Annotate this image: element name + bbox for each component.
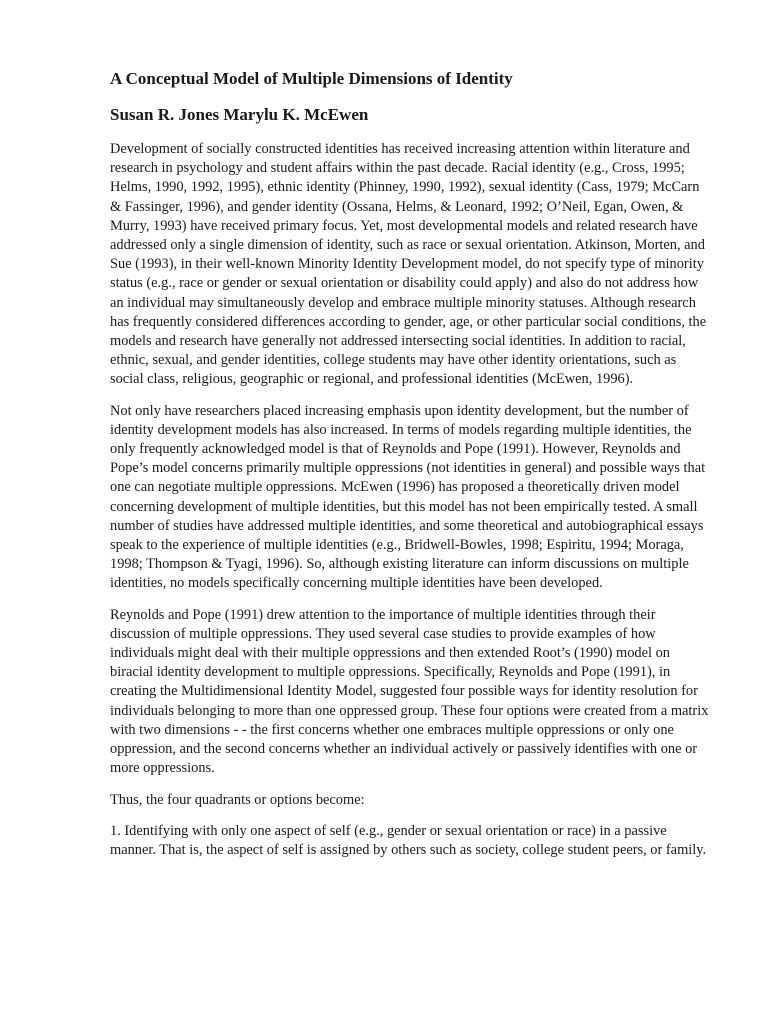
paragraph-option-1: 1. Identifying with only one aspect of self (e.g., gender or sexual orientation or race) in a passive manner. That is, the aspect of self is assigned by others such as society, college student peers, or family. [110,822,707,858]
paragraph-intro: Development of socially constructed identities has received increasing attention within literature and research in psychology and student affairs within the past decade. Racial identity (e.g., Cross, 1995; Helms, 1990, 1992, 1995), ethnic identity (Phinney, 1990, 1992), sexual identity (Cass, 1979; McCarn & Fassinger, 1996), and gender identity (Ossana, Helms, & Leonard, 1992; O’Neil, Egan, Owen, & Murry, 1993) have received primary focus. Yet, most developmental models and related research have addressed only a single dimension of identity, such as race or sexual orientation. Atkinson, Morten, and Sue (1993), in their well-known Minority Identity Development model, do not specify type of minority status (e.g., race or gender or sexual orientation or disability could apply) and also do not address how an individual may simultaneously develop and embrace multiple minority statuses. Although research has frequently considered differences according to gender, age, or other particular social conditions, the models and research have generally not addressed intersecting social identities. In addition to racial, ethnic, sexual, and gender identities, college students may have other identity orientations, such as social class, religious, geographic or regional, and professional identities (McEwen, 1996). [110,141,707,388]
document-authors: Susan R. Jones Marylu K. McEwen [110,105,369,124]
document-title: A Conceptual Model of Multiple Dimensions of Identity [110,69,513,88]
paragraph-quadrants-intro: Thus, the four quadrants or options become: [110,791,365,808]
paragraph-reynolds-pope: Reynolds and Pope (1991) drew attention to the importance of multiple identities through their discussion of multiple oppressions. They used several case studies to provide examples of how individuals might deal with their multiple oppressions and then extended Root’s (1990) model on biracial identity development to multiple oppressions. Specifically, Reynolds and Pope (1991), in creating the Multidimensional Identity Model, suggested four possible ways for identity resolution for individuals belonging to more than one oppressed group. These four options were created from a matrix with two dimensions - - the first concerns whether one embraces multiple oppressions or only one oppression, and the second concerns whether an individual actively or passively identifies with one or more oppressions. [110,606,709,777]
document-page [110,68,710,872]
paragraph-researchers: Not only have researchers placed increasing emphasis upon identity development, but the number of identity development models has also increased. In terms of models regarding multiple identities, the only frequently acknowledged model is that of Reynolds and Pope (1991). However, Reynolds and Pope’s model concerns primarily multiple oppressions (not identities in general) and possible ways that one can negotiate multiple oppressions. McEwen (1996) has proposed a theoretically driven model concerning development of multiple identities, but this model has not been empirically tested. A small number of studies have addressed multiple identities, and some theoretical and autobiographical essays speak to the experience of multiple identities (e.g., Bridwell-Bowles, 1998; Espiritu, 1994; Moraga, 1998; Thompson & Tyagi, 1996). So, although existing literature can inform discussions on multiple identities, no models specifically concerning multiple identities have been developed. [110,402,706,592]
